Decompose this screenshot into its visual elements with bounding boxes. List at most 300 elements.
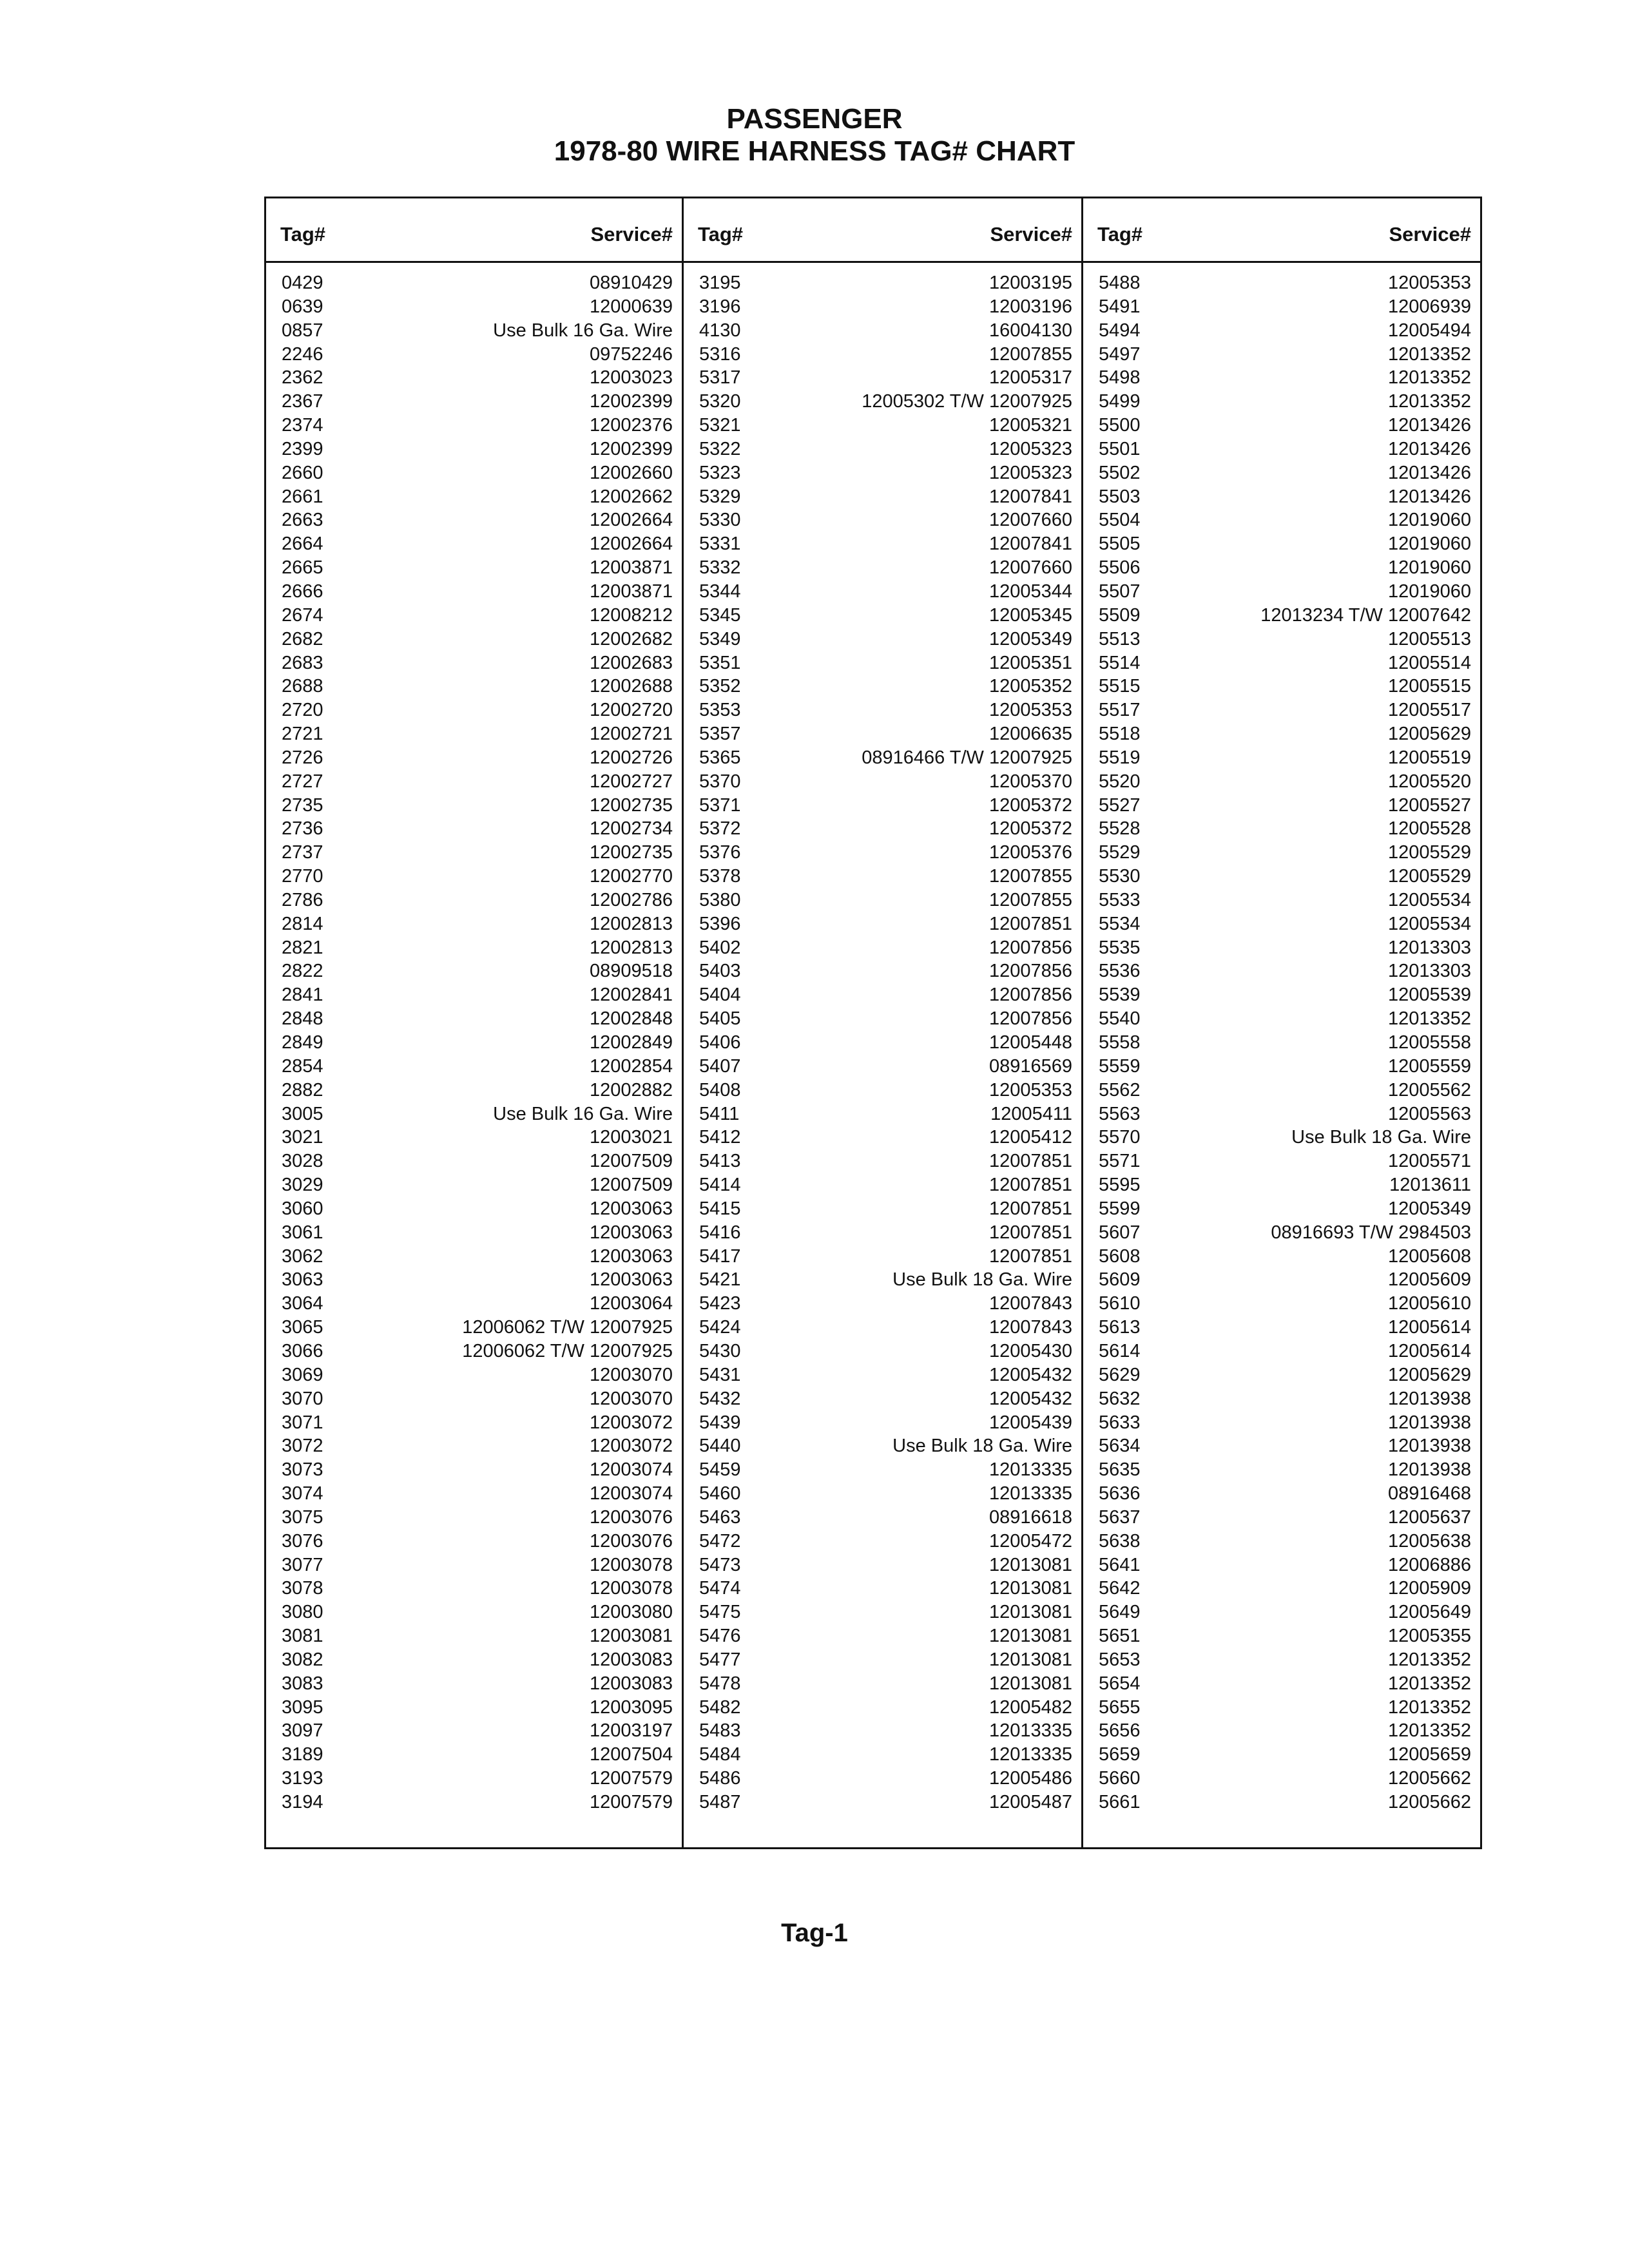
service-cell: 12005517 xyxy=(1387,700,1471,721)
table-row xyxy=(684,889,1081,912)
tag-cell: 5609 xyxy=(1099,1269,1141,1291)
table-row xyxy=(1083,532,1480,556)
tag-cell: 2737 xyxy=(282,842,323,863)
table-row xyxy=(1083,1672,1480,1696)
table-row xyxy=(266,508,682,532)
service-cell: 12013352 xyxy=(1387,1008,1471,1030)
tag-cell: 5501 xyxy=(1099,438,1141,459)
service-cell: 12002734 xyxy=(589,818,673,840)
tag-cell: 5499 xyxy=(1099,391,1141,412)
service-cell: 12003072 xyxy=(589,1436,673,1457)
table-row xyxy=(1083,580,1480,604)
service-cell: 12005355 xyxy=(1387,1626,1471,1647)
tag-cell: 5405 xyxy=(699,1008,741,1030)
service-cell: 12005432 xyxy=(988,1364,1072,1385)
service-cell: 12007851 xyxy=(988,1222,1072,1243)
tag-cell: 5500 xyxy=(1099,415,1141,436)
table-row xyxy=(1083,1221,1480,1245)
table-row xyxy=(1083,271,1480,295)
table-row xyxy=(684,1530,1081,1553)
table-row xyxy=(1083,1268,1480,1292)
table-row xyxy=(266,461,682,485)
service-cell: 08916693 T/W 2984503 xyxy=(1271,1222,1471,1243)
tag-cell: 5477 xyxy=(699,1649,741,1670)
service-cell: 12007851 xyxy=(988,1245,1072,1267)
table-row xyxy=(684,1387,1081,1411)
service-cell: 12005412 xyxy=(988,1127,1072,1148)
tag-cell: 5488 xyxy=(1099,273,1141,293)
tag-cell: 5570 xyxy=(1099,1127,1141,1148)
table-row xyxy=(684,1149,1081,1173)
table-row xyxy=(1083,366,1480,390)
table-row xyxy=(266,1292,682,1316)
tag-cell: 5414 xyxy=(699,1175,741,1196)
tag-cell: 5345 xyxy=(699,604,741,626)
service-cell: 12005519 xyxy=(1387,747,1471,768)
tag-cell: 2721 xyxy=(282,724,323,745)
service-cell: 12019060 xyxy=(1387,581,1471,602)
tag-cell: 2726 xyxy=(282,747,323,768)
table-row xyxy=(1083,1600,1480,1624)
tag-cell: 3081 xyxy=(282,1626,323,1647)
table-row xyxy=(1083,912,1480,936)
table-row xyxy=(684,651,1081,675)
service-cell: 12013234 T/W 12007642 xyxy=(1260,604,1471,626)
service-cell: 12005562 xyxy=(1387,1079,1471,1100)
service-cell: 12002682 xyxy=(589,628,673,649)
tag-cell: 2661 xyxy=(282,486,323,507)
service-cell: 12005629 xyxy=(1387,1364,1471,1385)
table-row xyxy=(266,746,682,770)
tag-cell: 5474 xyxy=(699,1578,741,1599)
table-row xyxy=(684,1102,1081,1126)
table-row xyxy=(266,580,682,604)
tag-cell: 3073 xyxy=(282,1459,323,1481)
tag-cell: 3075 xyxy=(282,1506,323,1528)
title-block xyxy=(0,103,1629,168)
tag-cell: 5651 xyxy=(1099,1626,1141,1647)
tag-cell: 5478 xyxy=(699,1673,741,1694)
tag-cell: 5413 xyxy=(699,1151,741,1172)
table-row xyxy=(684,532,1081,556)
service-cell: Use Bulk 16 Ga. Wire xyxy=(493,320,673,341)
table-row xyxy=(266,1126,682,1149)
service-cell: 12005528 xyxy=(1387,818,1471,840)
table-row xyxy=(266,485,682,509)
service-cell: 12005610 xyxy=(1387,1293,1471,1314)
service-cell: 12005494 xyxy=(1387,320,1471,341)
service-cell: 12005514 xyxy=(1387,652,1471,673)
table-row xyxy=(1083,1292,1480,1316)
tag-cell: 5321 xyxy=(699,415,741,436)
service-cell: 12007843 xyxy=(988,1293,1072,1314)
tag-cell: 5533 xyxy=(1099,889,1141,910)
table-row xyxy=(266,698,682,722)
table-row xyxy=(684,983,1081,1007)
table-row xyxy=(266,556,682,580)
table-row xyxy=(684,1197,1081,1221)
table-row xyxy=(266,319,682,343)
tag-cell: 5540 xyxy=(1099,1008,1141,1030)
service-cell: 12005529 xyxy=(1387,866,1471,887)
tag-cell: 0639 xyxy=(282,296,323,317)
service-cell: 12007856 xyxy=(988,961,1072,982)
table-row xyxy=(1083,1648,1480,1672)
tag-cell: 3021 xyxy=(282,1127,323,1148)
tag-cell: 3078 xyxy=(282,1578,323,1599)
tag-cell: 5396 xyxy=(699,913,741,934)
tag-cell: 5380 xyxy=(699,889,741,910)
service-cell: 12002882 xyxy=(589,1079,673,1100)
service-cell: 12002841 xyxy=(589,985,673,1006)
service-cell: 12007851 xyxy=(988,1151,1072,1172)
service-cell: 12005372 xyxy=(988,818,1072,840)
column-header xyxy=(684,198,1081,263)
service-cell: 12007856 xyxy=(988,1008,1072,1030)
table-row xyxy=(1083,817,1480,841)
table-row xyxy=(266,983,682,1007)
tag-cell: 5316 xyxy=(699,343,741,365)
tag-cell: 3029 xyxy=(282,1175,323,1196)
table-row xyxy=(1083,295,1480,319)
service-cell: 12002720 xyxy=(589,700,673,721)
table-column-2 xyxy=(682,198,1081,1847)
table-row xyxy=(684,1672,1081,1696)
tag-cell: 5322 xyxy=(699,438,741,459)
table-row xyxy=(684,1791,1081,1814)
service-cell: 12013081 xyxy=(988,1602,1072,1623)
table-row xyxy=(266,628,682,651)
tag-cell: 5430 xyxy=(699,1340,741,1361)
table-row xyxy=(1083,1411,1480,1435)
tag-cell: 2727 xyxy=(282,771,323,792)
table-row xyxy=(1083,1743,1480,1767)
service-cell: 12013081 xyxy=(988,1649,1072,1670)
service-cell: 12005351 xyxy=(988,652,1072,673)
table-row xyxy=(266,1316,682,1340)
table-row xyxy=(266,651,682,675)
column-body xyxy=(1083,271,1480,1814)
table-row xyxy=(266,841,682,865)
tag-cell: 2246 xyxy=(282,343,323,365)
tag-cell: 5607 xyxy=(1099,1222,1141,1243)
table-row xyxy=(266,1648,682,1672)
tag-cell: 5320 xyxy=(699,391,741,412)
tag-cell: 5431 xyxy=(699,1364,741,1385)
service-cell: 12013303 xyxy=(1387,937,1471,958)
table-row xyxy=(684,959,1081,983)
tag-cell: 5317 xyxy=(699,367,741,389)
table-row xyxy=(684,1173,1081,1197)
tag-cell: 3080 xyxy=(282,1602,323,1623)
tag-cell: 0857 xyxy=(282,320,323,341)
table-row xyxy=(684,1031,1081,1055)
service-cell: Use Bulk 18 Ga. Wire xyxy=(892,1269,1072,1291)
tag-cell: 5329 xyxy=(699,486,741,507)
table-row xyxy=(266,1363,682,1387)
service-cell: 12013081 xyxy=(988,1578,1072,1599)
tag-cell: 2399 xyxy=(282,438,323,459)
service-cell: 12013352 xyxy=(1387,391,1471,412)
tag-cell: 5519 xyxy=(1099,747,1141,768)
table-row xyxy=(1083,1102,1480,1126)
table-row xyxy=(266,1767,682,1791)
table-row xyxy=(266,1672,682,1696)
service-cell: 12013352 xyxy=(1387,1720,1471,1742)
tag-cell: 5483 xyxy=(699,1720,741,1742)
table-row xyxy=(684,1767,1081,1791)
service-cell: 12005571 xyxy=(1387,1151,1471,1172)
service-cell: 12003081 xyxy=(589,1626,673,1647)
column-header xyxy=(266,198,682,263)
tag-cell: 5654 xyxy=(1099,1673,1141,1694)
tag-chart-table xyxy=(264,197,1482,1849)
service-cell: 12005482 xyxy=(988,1696,1072,1718)
tag-cell: 5514 xyxy=(1099,652,1141,673)
table-row xyxy=(684,1719,1081,1743)
tag-cell: 5473 xyxy=(699,1554,741,1575)
tag-cell: 3069 xyxy=(282,1364,323,1385)
table-row xyxy=(1083,1482,1480,1506)
service-cell: 12002664 xyxy=(589,533,673,555)
tag-cell: 5614 xyxy=(1099,1340,1141,1361)
service-header: Service# xyxy=(990,223,1072,245)
tag-cell: 5632 xyxy=(1099,1388,1141,1409)
tag-cell: 5530 xyxy=(1099,866,1141,887)
service-cell: 12007504 xyxy=(589,1744,673,1765)
service-cell: 12002854 xyxy=(589,1055,673,1077)
table-row xyxy=(1083,1553,1480,1577)
table-row xyxy=(266,865,682,889)
tag-cell: 5415 xyxy=(699,1198,741,1219)
service-cell: 12019060 xyxy=(1387,533,1471,555)
table-row xyxy=(266,1482,682,1506)
service-cell: 12013938 xyxy=(1387,1388,1471,1409)
table-row xyxy=(1083,604,1480,628)
service-cell: 12007579 xyxy=(589,1768,673,1789)
tag-cell: 5332 xyxy=(699,557,741,579)
table-column-3 xyxy=(1081,198,1480,1847)
table-row xyxy=(684,1411,1081,1435)
table-row xyxy=(266,1197,682,1221)
table-row xyxy=(1083,508,1480,532)
page-footer: Tag-1 xyxy=(781,1919,848,1947)
tag-cell: 5411 xyxy=(699,1103,740,1124)
table-row xyxy=(1083,414,1480,437)
tag-cell: 4130 xyxy=(699,320,741,341)
service-cell: 12002849 xyxy=(589,1032,673,1053)
tag-cell: 3189 xyxy=(282,1744,323,1765)
service-cell: 12003070 xyxy=(589,1388,673,1409)
table-row xyxy=(1083,983,1480,1007)
tag-cell: 2665 xyxy=(282,557,323,579)
service-cell: 12002688 xyxy=(589,676,673,697)
service-cell: 12003083 xyxy=(589,1673,673,1694)
tag-cell: 2849 xyxy=(282,1032,323,1053)
service-cell: 12013426 xyxy=(1387,462,1471,483)
tag-cell: 5494 xyxy=(1099,320,1141,341)
table-row xyxy=(684,1434,1081,1458)
service-cell: 12003197 xyxy=(589,1720,673,1742)
tag-cell: 3196 xyxy=(699,296,741,317)
table-row xyxy=(266,722,682,746)
table-row xyxy=(1083,1696,1480,1720)
tag-cell: 5613 xyxy=(1099,1317,1141,1338)
table-row xyxy=(266,1007,682,1031)
table-row xyxy=(266,959,682,983)
service-cell: 08916569 xyxy=(988,1055,1072,1077)
service-cell: 12002660 xyxy=(589,462,673,483)
service-cell: 12005529 xyxy=(1387,842,1471,863)
table-row xyxy=(266,437,682,461)
tag-cell: 3076 xyxy=(282,1530,323,1552)
service-cell: 12005534 xyxy=(1387,889,1471,910)
tag-cell: 2683 xyxy=(282,652,323,673)
table-row xyxy=(684,841,1081,865)
service-cell: 12007841 xyxy=(988,486,1072,507)
table-row xyxy=(684,1648,1081,1672)
tag-cell: 5439 xyxy=(699,1412,741,1433)
table-row xyxy=(684,343,1081,367)
table-row xyxy=(684,414,1081,437)
table-row xyxy=(266,675,682,698)
tag-cell: 5518 xyxy=(1099,724,1141,745)
table-row xyxy=(266,1079,682,1102)
tag-cell: 5417 xyxy=(699,1245,741,1267)
service-cell: 12003078 xyxy=(589,1578,673,1599)
service-cell: 12003078 xyxy=(589,1554,673,1575)
table-row xyxy=(684,461,1081,485)
service-cell: 12007851 xyxy=(988,1198,1072,1219)
table-row xyxy=(1083,1007,1480,1031)
table-row xyxy=(266,1340,682,1363)
table-row xyxy=(266,366,682,390)
tag-cell: 3064 xyxy=(282,1293,323,1314)
service-cell: 12002683 xyxy=(589,652,673,673)
table-row xyxy=(684,1055,1081,1079)
service-cell: 12008212 xyxy=(589,604,673,626)
table-row xyxy=(1083,1126,1480,1149)
service-cell: 12005649 xyxy=(1387,1602,1471,1623)
service-cell: 12002726 xyxy=(589,747,673,768)
tag-cell: 3063 xyxy=(282,1269,323,1291)
tag-cell: 5403 xyxy=(699,961,741,982)
tag-cell: 5432 xyxy=(699,1388,741,1409)
table-row xyxy=(266,1149,682,1173)
service-cell: 12007851 xyxy=(988,913,1072,934)
tag-cell: 5402 xyxy=(699,937,741,958)
service-cell: 12013335 xyxy=(988,1459,1072,1481)
table-row xyxy=(1083,722,1480,746)
service-cell: 12006939 xyxy=(1387,296,1471,317)
tag-cell: 5506 xyxy=(1099,557,1141,579)
tag-cell: 5475 xyxy=(699,1602,741,1623)
tag-cell: 5331 xyxy=(699,533,741,555)
tag-cell: 5504 xyxy=(1099,510,1141,531)
service-cell: 12005411 xyxy=(990,1103,1072,1124)
service-cell: 12013081 xyxy=(988,1554,1072,1575)
tag-cell: 5571 xyxy=(1099,1151,1141,1172)
service-cell: 12003074 xyxy=(589,1483,673,1504)
service-cell: 12003063 xyxy=(589,1269,673,1291)
service-cell: 12003083 xyxy=(589,1649,673,1670)
tag-cell: 5634 xyxy=(1099,1436,1141,1457)
service-cell: 12006062 T/W 12007925 xyxy=(462,1317,673,1338)
service-cell: 12005349 xyxy=(1387,1198,1471,1219)
service-cell: 12013426 xyxy=(1387,438,1471,459)
service-cell: 12002727 xyxy=(589,771,673,792)
tag-cell: 5353 xyxy=(699,700,741,721)
table-row xyxy=(684,271,1081,295)
tag-cell: 5638 xyxy=(1099,1530,1141,1552)
service-cell: 12005353 xyxy=(988,1079,1072,1100)
service-cell: 12005662 xyxy=(1387,1768,1471,1789)
service-cell: 12019060 xyxy=(1387,510,1471,531)
service-cell: 12013426 xyxy=(1387,415,1471,436)
tag-cell: 3074 xyxy=(282,1483,323,1504)
service-cell: 12006062 T/W 12007925 xyxy=(462,1340,673,1361)
service-cell: 12007579 xyxy=(589,1792,673,1812)
tag-cell: 3097 xyxy=(282,1720,323,1742)
service-cell: 12005534 xyxy=(1387,913,1471,934)
service-cell: 12002399 xyxy=(589,438,673,459)
tag-cell: 5502 xyxy=(1099,462,1141,483)
table-row xyxy=(266,1791,682,1814)
table-row xyxy=(684,865,1081,889)
table-row xyxy=(266,1387,682,1411)
tag-cell: 2682 xyxy=(282,628,323,649)
table-row xyxy=(1083,485,1480,509)
tag-cell: 5659 xyxy=(1099,1744,1141,1765)
service-cell: 12006886 xyxy=(1387,1554,1471,1575)
tag-cell: 2822 xyxy=(282,961,323,982)
tag-cell: 3072 xyxy=(282,1436,323,1457)
tag-cell: 5563 xyxy=(1099,1103,1141,1124)
service-cell: 12013335 xyxy=(988,1744,1072,1765)
service-cell: 12005352 xyxy=(988,676,1072,697)
table-row xyxy=(684,912,1081,936)
table-row xyxy=(266,1245,682,1269)
table-row xyxy=(266,604,682,628)
table-row xyxy=(1083,1719,1480,1743)
service-cell: 12007855 xyxy=(988,866,1072,887)
service-cell: 12005376 xyxy=(988,842,1072,863)
table-row xyxy=(266,794,682,818)
table-row xyxy=(684,746,1081,770)
table-row xyxy=(1083,1340,1480,1363)
service-cell: 08916468 xyxy=(1387,1483,1471,1504)
tag-cell: 2882 xyxy=(282,1079,323,1100)
service-cell: 12005323 xyxy=(988,438,1072,459)
table-row xyxy=(684,1696,1081,1720)
table-row xyxy=(266,1577,682,1600)
service-cell: 12013352 xyxy=(1387,1673,1471,1694)
tag-cell: 2735 xyxy=(282,794,323,816)
table-row xyxy=(1083,628,1480,651)
tag-cell: 5421 xyxy=(699,1269,741,1291)
service-cell: 12003072 xyxy=(589,1412,673,1433)
tag-cell: 2848 xyxy=(282,1008,323,1030)
service-cell: 12005487 xyxy=(988,1792,1072,1812)
tag-cell: 3193 xyxy=(282,1768,323,1789)
service-cell: 12005559 xyxy=(1387,1055,1471,1077)
tag-cell: 5357 xyxy=(699,724,741,745)
tag-cell: 3028 xyxy=(282,1151,323,1172)
service-cell: 12013352 xyxy=(1387,343,1471,365)
service-cell: 12013081 xyxy=(988,1626,1072,1647)
table-row xyxy=(266,532,682,556)
service-cell: 12005439 xyxy=(988,1412,1072,1433)
